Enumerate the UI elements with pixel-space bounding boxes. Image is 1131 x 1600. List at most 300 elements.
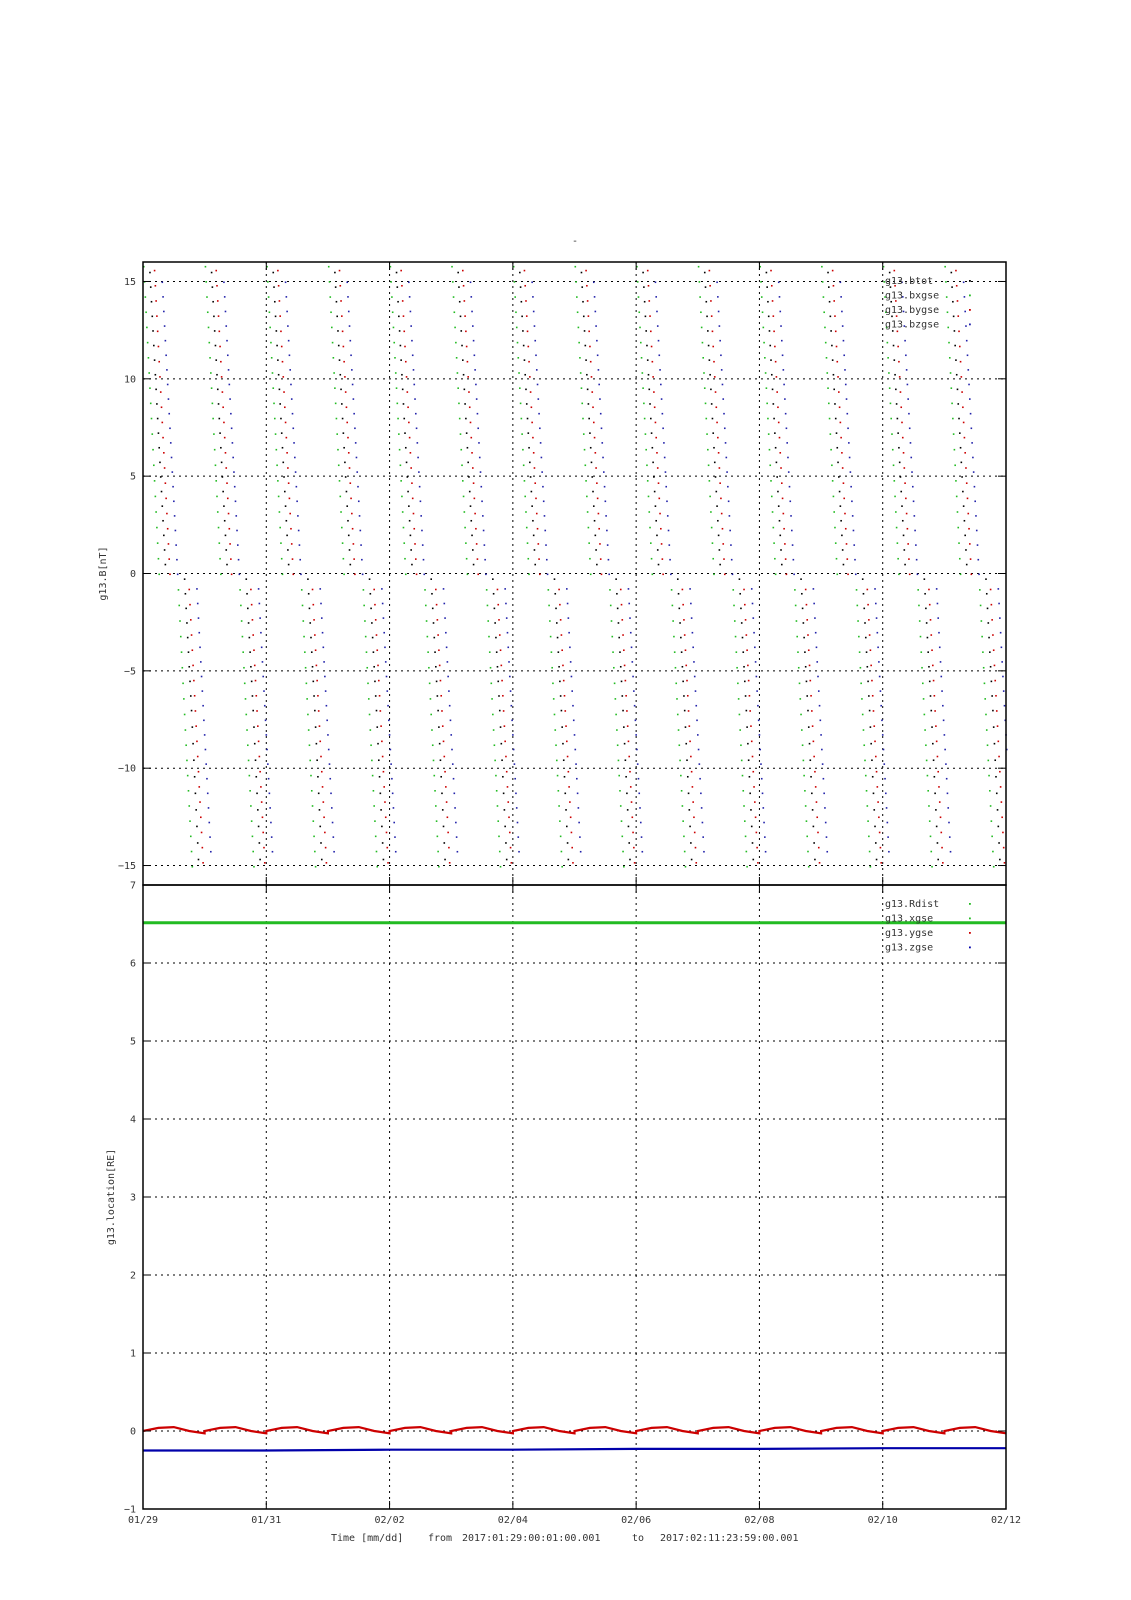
data-point-bzgse <box>544 515 546 517</box>
data-point-bzgse <box>598 369 600 371</box>
data-point-bygse <box>772 300 774 302</box>
data-point-bxgse <box>402 511 404 513</box>
data-point-bygse <box>473 482 475 484</box>
data-point-btot <box>222 476 224 478</box>
data-point-bzgse <box>721 369 723 371</box>
data-point-btot <box>689 809 691 811</box>
data-point-bzgse <box>823 778 825 780</box>
data-point-bxgse <box>213 433 215 435</box>
data-point-btot <box>957 389 959 391</box>
data-point-btot <box>924 578 926 580</box>
data-point-bzgse <box>847 427 849 429</box>
data-point-bxgse <box>803 775 805 777</box>
data-point-btot <box>349 564 351 566</box>
data-point-bygse <box>378 680 380 682</box>
data-point-bxgse <box>304 651 306 653</box>
data-point-btot <box>437 695 439 697</box>
data-point-bxgse <box>391 296 393 298</box>
data-point-bygse <box>569 801 571 803</box>
data-point-bxgse <box>893 480 895 482</box>
data-point-bxgse <box>650 542 652 544</box>
data-point-btot <box>343 432 345 434</box>
data-point-bzgse <box>579 836 581 838</box>
data-point-bxgse <box>553 698 555 700</box>
data-point-bzgse <box>513 749 515 751</box>
data-point-btot <box>929 681 931 683</box>
data-point-bzgse <box>638 778 640 780</box>
data-point-bzgse <box>756 690 758 692</box>
data-point-bzgse <box>907 384 909 386</box>
data-point-bygse <box>198 771 200 773</box>
data-point-bxgse <box>644 418 646 420</box>
data-point-btot <box>689 826 691 828</box>
data-point-bygse <box>966 482 968 484</box>
data-point-bygse <box>589 346 591 348</box>
y-tick-label: −1 <box>123 1504 136 1516</box>
data-point-bzgse <box>387 705 389 707</box>
data-point-bygse <box>192 665 194 667</box>
data-point-bxgse <box>960 574 962 576</box>
data-point-btot <box>652 462 654 464</box>
data-point-bxgse <box>743 805 745 807</box>
data-point-btot <box>581 272 583 274</box>
data-point-bxgse <box>148 357 150 359</box>
data-point-bxgse <box>615 714 617 716</box>
data-point-btot <box>836 432 838 434</box>
data-point-bxgse <box>769 449 771 451</box>
data-point-btot <box>893 359 895 361</box>
data-point-bxgse <box>432 744 434 746</box>
data-point-bzgse <box>655 281 657 283</box>
data-point-bygse <box>816 816 818 818</box>
data-point-btot <box>924 593 926 595</box>
data-point-bygse <box>998 756 1000 758</box>
data-point-bygse <box>967 498 969 500</box>
data-point-btot <box>928 666 930 668</box>
data-point-bzgse <box>504 588 506 590</box>
data-point-bygse <box>907 528 909 530</box>
data-point-bxgse <box>247 744 249 746</box>
data-point-bxgse <box>400 480 402 482</box>
data-point-bxgse <box>894 496 896 498</box>
data-point-bygse <box>719 467 721 469</box>
data-point-bygse <box>748 680 750 682</box>
data-point-btot <box>370 593 372 595</box>
data-point-btot <box>567 842 569 844</box>
data-point-bzgse <box>567 603 569 605</box>
data-point-btot <box>896 403 898 405</box>
data-point-bzgse <box>456 836 458 838</box>
data-point-btot <box>319 809 321 811</box>
data-point-btot <box>284 491 286 493</box>
data-point-bxgse <box>867 820 869 822</box>
data-point-bygse <box>446 801 448 803</box>
data-point-bxgse <box>245 714 247 716</box>
data-point-btot <box>252 710 254 712</box>
data-point-btot <box>625 776 627 778</box>
data-point-bxgse <box>363 589 365 591</box>
data-point-bygse <box>867 589 869 591</box>
data-point-bxgse <box>191 851 193 853</box>
data-point-bygse <box>219 331 221 333</box>
data-point-bzgse <box>357 486 359 488</box>
data-point-bygse <box>189 604 191 606</box>
data-point-bxgse <box>682 805 684 807</box>
data-point-bzgse <box>1002 676 1004 678</box>
data-point-bygse <box>568 786 570 788</box>
data-point-btot <box>249 637 251 639</box>
data-point-bxgse <box>487 620 489 622</box>
data-point-bxgse <box>736 651 738 653</box>
data-point-bygse <box>349 467 351 469</box>
data-point-btot <box>827 272 829 274</box>
data-point-bzgse <box>655 296 657 298</box>
data-point-bzgse <box>200 661 202 663</box>
data-point-btot <box>281 432 283 434</box>
data-point-bygse <box>436 604 438 606</box>
data-point-bxgse <box>516 327 518 329</box>
data-point-bzgse <box>665 486 667 488</box>
data-point-btot <box>987 622 989 624</box>
data-point-bzgse <box>299 544 301 546</box>
data-point-bxgse <box>187 775 189 777</box>
data-point-bygse <box>320 756 322 758</box>
data-point-bzgse <box>642 851 644 853</box>
data-point-btot <box>500 726 502 728</box>
data-point-bygse <box>258 741 260 743</box>
data-point-bzgse <box>575 763 577 765</box>
data-point-bzgse <box>423 574 425 576</box>
data-point-btot <box>863 608 865 610</box>
data-point-btot <box>595 535 597 537</box>
data-point-btot <box>370 608 372 610</box>
legend-marker-bygse <box>969 309 971 311</box>
data-point-btot <box>341 403 343 405</box>
data-point-bzgse <box>595 325 597 327</box>
data-point-bygse <box>470 437 472 439</box>
data-point-bxgse <box>246 729 248 731</box>
data-point-bygse <box>655 437 657 439</box>
data-point-bxgse <box>821 266 823 268</box>
data-point-btot <box>343 447 345 449</box>
data-point-bygse <box>843 482 845 484</box>
data-point-btot <box>937 859 939 861</box>
data-point-bygse <box>382 756 384 758</box>
data-point-bygse <box>561 649 563 651</box>
data-point-bygse <box>686 680 688 682</box>
data-point-bygse <box>529 376 531 378</box>
data-point-bzgse <box>604 486 606 488</box>
data-point-bygse <box>746 634 748 636</box>
data-point-bygse <box>164 467 166 469</box>
data-point-bxgse <box>552 683 554 685</box>
data-point-btot <box>709 374 711 376</box>
data-point-bygse <box>624 665 626 667</box>
data-point-btot <box>340 389 342 391</box>
data-point-bygse <box>259 771 261 773</box>
data-point-bzgse <box>602 457 604 459</box>
data-point-bzgse <box>778 281 780 283</box>
data-point-bzgse <box>230 413 232 415</box>
data-point-btot <box>627 809 629 811</box>
data-point-btot <box>157 418 159 420</box>
data-point-bygse <box>559 604 561 606</box>
data-point-bxgse <box>822 281 824 283</box>
data-point-btot <box>444 859 446 861</box>
data-point-bxgse <box>313 836 315 838</box>
data-point-bzgse <box>408 281 410 283</box>
data-point-btot <box>806 681 808 683</box>
data-point-btot <box>224 520 226 522</box>
data-point-bygse <box>193 680 195 682</box>
legend-marker-btot <box>969 280 971 282</box>
data-point-bxgse <box>920 651 922 653</box>
data-point-bygse <box>339 285 341 287</box>
data-point-bygse <box>571 832 573 834</box>
data-point-bzgse <box>265 734 267 736</box>
data-point-bzgse <box>163 311 165 313</box>
data-point-btot <box>192 743 194 745</box>
data-point-bxgse <box>251 820 253 822</box>
data-point-btot <box>246 593 248 595</box>
data-point-bygse <box>154 270 156 272</box>
data-point-btot <box>997 809 999 811</box>
data-point-bygse <box>652 376 654 378</box>
data-point-bzgse <box>937 603 939 605</box>
data-point-bxgse <box>212 418 214 420</box>
data-point-bxgse <box>953 433 955 435</box>
data-point-bzgse <box>950 851 952 853</box>
data-point-bygse <box>508 816 510 818</box>
data-point-bxgse <box>517 357 519 359</box>
data-point-bzgse <box>324 676 326 678</box>
data-point-bxgse <box>343 558 345 560</box>
data-point-bxgse <box>302 620 304 622</box>
data-point-bxgse <box>703 372 705 374</box>
data-point-btot <box>624 743 626 745</box>
data-point-btot <box>801 593 803 595</box>
data-point-bxgse <box>642 387 644 389</box>
data-point-btot <box>320 842 322 844</box>
data-point-bygse <box>376 634 378 636</box>
data-point-btot <box>497 666 499 668</box>
data-point-bxgse <box>648 511 650 513</box>
data-point-bygse <box>223 422 225 424</box>
data-point-bygse <box>352 528 354 530</box>
data-point-btot <box>381 826 383 828</box>
data-point-bzgse <box>817 676 819 678</box>
data-point-bzgse <box>544 530 546 532</box>
data-point-bxgse <box>621 820 623 822</box>
y-tick-label: 2 <box>129 1270 136 1282</box>
data-point-bxgse <box>802 744 804 746</box>
data-point-bygse <box>871 680 873 682</box>
data-point-bzgse <box>326 720 328 722</box>
data-point-bygse <box>475 528 477 530</box>
data-point-bzgse <box>382 603 384 605</box>
data-point-bygse <box>539 574 541 576</box>
data-point-bzgse <box>789 500 791 502</box>
data-point-bzgse <box>783 384 785 386</box>
data-point-bzgse <box>453 778 455 780</box>
data-point-btot <box>247 608 249 610</box>
data-point-bzgse <box>853 544 855 546</box>
data-point-bygse <box>290 528 292 530</box>
data-point-bygse <box>997 725 999 727</box>
data-point-bzgse <box>260 632 262 634</box>
data-point-bxgse <box>403 527 405 529</box>
data-point-btot <box>276 345 278 347</box>
data-point-bxgse <box>342 542 344 544</box>
y-tick-label: −15 <box>117 861 136 873</box>
data-point-btot <box>964 535 966 537</box>
data-point-bzgse <box>639 807 641 809</box>
data-point-bygse <box>288 482 290 484</box>
data-point-bzgse <box>781 340 783 342</box>
data-point-bygse <box>532 437 534 439</box>
data-point-bzgse <box>447 661 449 663</box>
data-point-bxgse <box>514 281 516 283</box>
data-point-bzgse <box>229 398 231 400</box>
data-point-bygse <box>657 467 659 469</box>
data-point-bygse <box>658 482 660 484</box>
data-point-bxgse <box>981 620 983 622</box>
data-point-bygse <box>196 741 198 743</box>
data-point-btot <box>959 432 961 434</box>
data-point-bxgse <box>312 805 314 807</box>
data-point-bygse <box>323 801 325 803</box>
data-point-bzgse <box>904 340 906 342</box>
data-point-bygse <box>900 391 902 393</box>
data-point-bzgse <box>208 822 210 824</box>
data-point-bygse <box>567 756 569 758</box>
data-point-bygse <box>383 771 385 773</box>
data-point-btot <box>496 651 498 653</box>
data-point-bzgse <box>516 807 518 809</box>
data-point-btot <box>685 726 687 728</box>
data-point-bygse <box>900 406 902 408</box>
data-point-bxgse <box>866 790 868 792</box>
data-point-btot <box>154 359 156 361</box>
data-point-bygse <box>226 482 228 484</box>
data-point-btot <box>595 549 597 551</box>
data-point-btot <box>874 826 876 828</box>
data-point-bygse <box>471 452 473 454</box>
data-point-bxgse <box>861 698 863 700</box>
legend-label: g13.bzgse <box>885 319 940 331</box>
data-point-bxgse <box>520 403 522 405</box>
data-point-btot <box>380 793 382 795</box>
data-point-bxgse <box>369 714 371 716</box>
data-point-bygse <box>597 498 599 500</box>
data-point-bzgse <box>826 836 828 838</box>
data-point-bygse <box>198 786 200 788</box>
data-point-bxgse <box>208 342 210 344</box>
data-point-btot <box>843 564 845 566</box>
data-point-btot <box>767 301 769 303</box>
data-point-btot <box>554 578 556 580</box>
data-point-btot <box>868 695 870 697</box>
data-point-bygse <box>934 710 936 712</box>
data-point-bygse <box>662 558 664 560</box>
data-point-bygse <box>627 725 629 727</box>
data-point-btot <box>715 476 717 478</box>
data-point-bzgse <box>471 311 473 313</box>
data-point-bzgse <box>793 574 795 576</box>
data-point-bzgse <box>452 763 454 765</box>
data-point-bzgse <box>383 632 385 634</box>
data-point-bygse <box>835 331 837 333</box>
data-point-bxgse <box>928 805 930 807</box>
data-point-btot <box>710 389 712 391</box>
data-point-bzgse <box>534 325 536 327</box>
data-point-btot <box>401 374 403 376</box>
data-point-bzgse <box>229 384 231 386</box>
data-point-bxgse <box>433 760 435 762</box>
data-point-bygse <box>630 786 632 788</box>
data-point-btot <box>951 286 953 288</box>
data-point-bygse <box>316 680 318 682</box>
data-point-bzgse <box>329 763 331 765</box>
data-point-bygse <box>994 665 996 667</box>
data-point-btot <box>954 345 956 347</box>
data-point-bzgse <box>977 559 979 561</box>
data-point-bzgse <box>422 544 424 546</box>
data-point-bzgse <box>288 340 290 342</box>
data-point-btot <box>252 695 254 697</box>
data-point-bzgse <box>659 369 661 371</box>
data-point-btot <box>251 681 253 683</box>
data-point-bygse <box>499 634 501 636</box>
data-point-btot <box>657 549 659 551</box>
data-point-btot <box>904 564 906 566</box>
data-point-bygse <box>416 574 418 576</box>
data-point-bxgse <box>180 636 182 638</box>
data-point-bzgse <box>942 705 944 707</box>
data-point-bygse <box>282 376 284 378</box>
data-point-btot <box>835 418 837 420</box>
data-point-btot <box>250 666 252 668</box>
data-point-bygse <box>350 498 352 500</box>
data-point-btot <box>557 637 559 639</box>
data-point-bygse <box>632 816 634 818</box>
data-point-btot <box>309 608 311 610</box>
data-point-btot <box>184 578 186 580</box>
data-point-bzgse <box>511 705 513 707</box>
data-point-btot <box>506 859 508 861</box>
data-point-bzgse <box>417 442 419 444</box>
data-point-btot <box>903 535 905 537</box>
y-tick-label: 3 <box>129 1192 136 1204</box>
data-point-bzgse <box>412 354 414 356</box>
data-point-bzgse <box>762 807 764 809</box>
data-point-bygse <box>813 756 815 758</box>
data-point-bxgse <box>740 744 742 746</box>
data-point-bzgse <box>974 500 976 502</box>
data-point-bygse <box>194 695 196 697</box>
data-point-btot <box>348 535 350 537</box>
data-point-bygse <box>596 482 598 484</box>
data-point-bygse <box>942 862 944 864</box>
data-point-bygse <box>692 801 694 803</box>
data-point-btot <box>837 462 839 464</box>
data-point-bxgse <box>430 714 432 716</box>
data-point-bxgse <box>192 866 194 868</box>
data-point-bxgse <box>339 480 341 482</box>
data-point-bzgse <box>299 559 301 561</box>
data-point-bxgse <box>638 311 640 313</box>
data-point-btot <box>707 330 709 332</box>
